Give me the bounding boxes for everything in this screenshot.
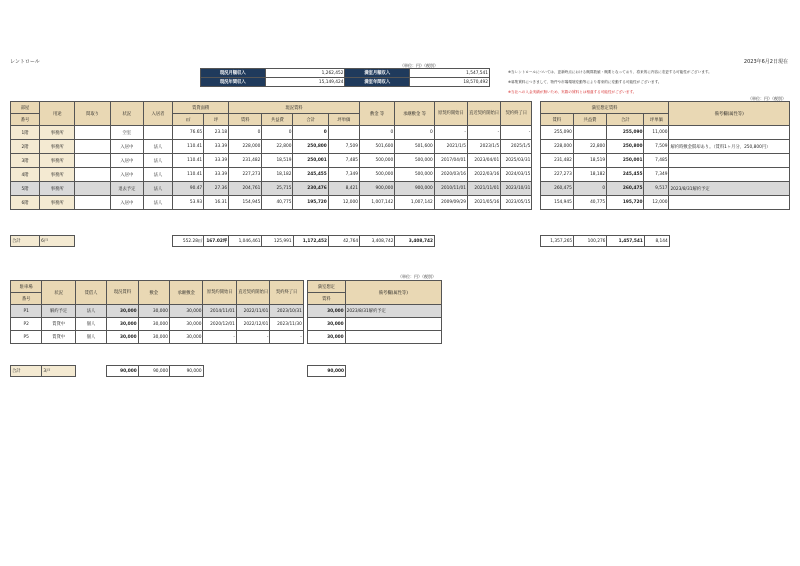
hdr-tsubo-price: 坪単価 (328, 114, 359, 126)
room-sqm: 110.41 (173, 154, 204, 168)
room-total: 0 (293, 126, 328, 140)
p-total-cdep: 90,000 (170, 366, 204, 377)
p-hdr-lot: 駐車場 (11, 281, 42, 293)
table-row (11, 196, 790, 210)
hdr-current-rent: 現況賃料 (229, 102, 360, 114)
parking-cdep: 30,000 (169, 305, 202, 318)
parking-ce: 2023/10/31 (270, 305, 303, 318)
hdr-full-rent-rent: 賃料 (540, 114, 573, 126)
parking-no: P5 (11, 331, 42, 344)
room-ftp: 9,517 (644, 182, 669, 196)
parking-total (10, 365, 442, 377)
room-sqm: 90.47 (173, 182, 204, 196)
table-row (11, 154, 790, 168)
hdr-full-rent-tp: 坪単価 (644, 114, 669, 126)
parking-row (11, 318, 442, 331)
room-note (669, 196, 790, 210)
current-monthly-label: 現況月額収入 (201, 69, 266, 78)
page-title: レントロール (10, 59, 40, 65)
parking-row (11, 331, 442, 344)
room-ftp: 7,509 (644, 140, 669, 154)
hdr-tenant: 入居者 (143, 102, 172, 126)
room-frent: 154,945 (540, 196, 573, 210)
unit-note-2: （単位：円）（税別） (748, 96, 786, 101)
room-dep: 500,000 (359, 168, 394, 182)
parking-no: P1 (11, 305, 42, 318)
p-hdr-cdep: 承継敷金 (169, 281, 202, 305)
total-rent: 1,046,461 (229, 236, 262, 247)
room-rent: 231,482 (229, 154, 262, 168)
room-cs: 2021/1/5 (434, 140, 467, 154)
room-rs: - (467, 126, 500, 140)
room-status: 退去予定 (110, 182, 143, 196)
room-tsubo: 27.36 (204, 182, 229, 196)
p-total-rent: 90,000 (107, 366, 138, 377)
room-ftotal: 255,090 (607, 126, 644, 140)
room-common: 25,715 (262, 182, 293, 196)
room-common: 18,182 (262, 168, 293, 182)
room-rent: 204,761 (229, 182, 262, 196)
full-monthly-label: 満室月額収入 (345, 69, 410, 78)
total-full-common: 100,276 (574, 236, 607, 247)
current-annual-label: 現況年間収入 (201, 78, 266, 87)
room-note (669, 126, 790, 140)
parking-note (345, 318, 441, 331)
room-ftp: 7,349 (644, 168, 669, 182)
room-layout (75, 140, 110, 154)
room-use: 事務所 (40, 168, 75, 182)
current-monthly-value: 1,262,452 (265, 69, 345, 78)
room-note: 解約時敷金償却あり。（賃料1ヶ月分、250,800円） (669, 140, 790, 154)
total-common: 125,991 (262, 236, 293, 247)
room-note (669, 154, 790, 168)
room-ce: 2025/03/31 (501, 154, 532, 168)
room-sqm: 76.65 (173, 126, 204, 140)
p-hdr-cs: 原契約開始日 (203, 281, 236, 305)
p-total-full: 90,000 (308, 366, 346, 377)
room-tenant (143, 126, 172, 140)
parking-tenant: 法人 (75, 305, 106, 318)
parking-ce: 2023/11/30 (270, 318, 303, 331)
room-tp: 7,349 (328, 168, 359, 182)
room-total: 250,800 (293, 140, 328, 154)
room-rs: 2022/03/16 (467, 168, 500, 182)
parking-rs: - (236, 331, 269, 344)
room-ftotal: 260,475 (607, 182, 644, 196)
room-rent: 227,273 (229, 168, 262, 182)
room-fcommon: 40,775 (573, 196, 606, 210)
note-1: ※当レントロールについては、更新時点における概算数値・概要となっており、将来的に内容に変更する可能性がございます。 (508, 70, 712, 74)
summary-table (200, 68, 490, 87)
hdr-common: 共益費 (262, 114, 293, 126)
room-cs: - (434, 126, 467, 140)
room-sqm: 53.93 (173, 196, 204, 210)
hdr-layout: 間取り (75, 102, 110, 126)
room-tenant: 法人 (143, 182, 172, 196)
room-layout (75, 154, 110, 168)
hdr-contract-start: 原契約開始日 (434, 102, 467, 126)
room-rent: 0 (229, 126, 262, 140)
p-hdr-deposit: 敷金 (138, 281, 169, 305)
room-room: 4階 (11, 168, 40, 182)
total-tsubo: 167.02坪 (204, 236, 229, 247)
table-row (11, 182, 790, 196)
room-tsubo: 33.39 (204, 168, 229, 182)
parking-note: 2023/8/31解約予定 (345, 305, 441, 318)
room-room: 6階 (11, 196, 40, 210)
parking-rent: 30,000 (107, 305, 138, 318)
room-tp: 7,509 (328, 140, 359, 154)
parking-rent: 30,000 (107, 318, 138, 331)
parking-cs: 2020/12/01 (203, 318, 236, 331)
total-full-rent: 1,357,265 (540, 236, 573, 247)
room-tp: 12,000 (328, 196, 359, 210)
room-dep: 500,000 (359, 154, 394, 168)
room-dep: 1,007,142 (359, 196, 394, 210)
room-fcommon: 18,182 (573, 168, 606, 182)
hdr-sqm: ㎡ (173, 114, 204, 126)
room-ce: 2023/05/15 (501, 196, 532, 210)
room-ftp: 12,000 (644, 196, 669, 210)
p-hdr-status: 状況 (42, 281, 75, 305)
room-use: 事務所 (40, 126, 75, 140)
hdr-deposit: 敷金 等 (359, 102, 394, 126)
parking-table (10, 280, 442, 344)
room-use: 事務所 (40, 140, 75, 154)
room-dep: 900,000 (359, 182, 394, 196)
room-room: 5階 (11, 182, 40, 196)
parking-rent: 30,000 (107, 331, 138, 344)
full-annual-value: 18,570,492 (410, 78, 490, 87)
rent-roll-table (10, 101, 790, 210)
room-fcommon: 18,519 (573, 154, 606, 168)
room-tenant: 法人 (143, 140, 172, 154)
room-ftotal: 245,455 (607, 168, 644, 182)
room-status: 入居中 (110, 154, 143, 168)
hdr-recent-start: 直近契約開始日 (467, 102, 500, 126)
parking-rs: 2022/12/01 (236, 318, 269, 331)
room-layout (75, 126, 110, 140)
room-tp (328, 126, 359, 140)
hdr-floor: 部屋 (11, 102, 40, 114)
total-full-total: 1,457,541 (607, 236, 644, 247)
p-total-count: 3戸 (42, 366, 76, 377)
total-full-tp: 8,144 (644, 236, 669, 247)
room-tenant: 法人 (143, 196, 172, 210)
p-hdr-full: 満室想定 (308, 281, 346, 293)
hdr-full-rent: 満室想定賃料 (540, 102, 669, 114)
total-tp: 42,764 (328, 236, 359, 247)
parking-row (11, 305, 442, 318)
total-deposit: 3,408,742 (360, 236, 395, 247)
room-rs: 2021/11/01 (467, 182, 500, 196)
room-note: 2023/8/31解約予定 (669, 182, 790, 196)
room-tp: 7,485 (328, 154, 359, 168)
note-2: ※募集賃料につきまして、物件や市場環境変動等により将来的に変動する可能性がございます。 (508, 80, 662, 84)
room-ftotal: 195,720 (607, 196, 644, 210)
room-rent: 154,945 (229, 196, 262, 210)
room-total: 195,720 (293, 196, 328, 210)
parking-full: 30,000 (308, 318, 346, 331)
full-annual-label: 満室年間収入 (345, 78, 410, 87)
room-cs: 2010/11/01 (434, 182, 467, 196)
hdr-total: 合計 (293, 114, 328, 126)
room-tenant: 法人 (143, 168, 172, 182)
parking-cdep: 30,000 (169, 331, 202, 344)
room-dep: 501,600 (359, 140, 394, 154)
hdr-spacer (532, 102, 540, 126)
room-cdep: 0 (395, 126, 434, 140)
total-total: 1,172,452 (293, 236, 328, 247)
room-frent: 255,090 (540, 126, 573, 140)
room-rent: 228,000 (229, 140, 262, 154)
room-tsubo: 16.31 (204, 196, 229, 210)
parking-unit-note: （単位：円）（税別） (398, 274, 436, 279)
room-frent: 227,273 (540, 168, 573, 182)
full-monthly-value: 1,547,541 (410, 69, 490, 78)
parking-status: 解約予定 (42, 305, 75, 318)
room-cs: 2009/09/29 (434, 196, 467, 210)
parking-status: 賃貸中 (42, 331, 75, 344)
room-ce: - (501, 126, 532, 140)
room-tsubo: 33.39 (204, 140, 229, 154)
room-ftotal: 250,001 (607, 154, 644, 168)
room-dep: 0 (359, 126, 394, 140)
room-common: 18,519 (262, 154, 293, 168)
table-row (11, 140, 790, 154)
room-layout (75, 168, 110, 182)
room-total: 250,001 (293, 154, 328, 168)
room-room: 2階 (11, 140, 40, 154)
total-label: 合計 (11, 236, 40, 247)
p-hdr-remarks: 備考欄(属性等) (345, 281, 441, 305)
room-cdep: 900,000 (395, 182, 434, 196)
room-ce: 2025/1/5 (501, 140, 532, 154)
rent-roll-total (10, 235, 790, 247)
table-row (11, 168, 790, 182)
hdr-tsubo: 坪 (204, 114, 229, 126)
room-status: 入居中 (110, 140, 143, 154)
room-ftp: 11,000 (644, 126, 669, 140)
hdr-current-deposit: 承継敷金 等 (395, 102, 434, 126)
room-common: 40,775 (262, 196, 293, 210)
room-tp: 8,421 (328, 182, 359, 196)
p-hdr-rs: 直近契約開始日 (236, 281, 269, 305)
room-tsubo: 33.39 (204, 154, 229, 168)
room-ce: 2023/10/31 (501, 182, 532, 196)
parking-dep: 30,000 (138, 331, 169, 344)
p-hdr-current: 現況賃料 (107, 281, 138, 305)
room-ftotal: 250,800 (607, 140, 644, 154)
parking-cdep: 30,000 (169, 318, 202, 331)
room-room: 3階 (11, 154, 40, 168)
room-note (669, 168, 790, 182)
room-total: 230,476 (293, 182, 328, 196)
room-frent: 228,000 (540, 140, 573, 154)
hdr-contract-end: 契約終了日 (501, 102, 532, 126)
hdr-full-rent-common: 共益費 (573, 114, 606, 126)
room-sqm: 110.41 (173, 140, 204, 154)
hdr-number: 番号 (11, 114, 40, 126)
note-3: ※当社への入金実績が無いため、実際の賃料とは相違する可能性がございます。 (508, 90, 637, 94)
room-status: 空室 (110, 126, 143, 140)
parking-rs: 2022/11/01 (236, 305, 269, 318)
p-hdr-number: 番号 (11, 293, 42, 305)
hdr-full-rent-total: 合計 (607, 114, 644, 126)
parking-note (345, 331, 441, 344)
p-hdr-tenant: 賃借人 (75, 281, 106, 305)
room-frent: 260,475 (540, 182, 573, 196)
p-hdr-full-rent: 賃料 (308, 293, 346, 305)
room-common: 0 (262, 126, 293, 140)
room-rs: 2023/04/01 (467, 154, 500, 168)
parking-cs: - (203, 331, 236, 344)
room-room: 1階 (11, 126, 40, 140)
report-date: 2023年6月2日現在 (743, 59, 788, 65)
room-fcommon (573, 126, 606, 140)
total-count: 6戸 (40, 236, 75, 247)
room-frent: 231,482 (540, 154, 573, 168)
room-cdep: 501,600 (395, 140, 434, 154)
p-total-label: 合計 (11, 366, 42, 377)
parking-ce: - (270, 331, 303, 344)
total-sqm: 552.28㎡ (173, 236, 204, 247)
parking-status: 賃貸中 (42, 318, 75, 331)
room-total: 245,455 (293, 168, 328, 182)
hdr-use: 用途 (40, 102, 75, 126)
room-cs: 2017/04/01 (434, 154, 467, 168)
room-sqm: 110.41 (173, 168, 204, 182)
current-annual-value: 15,149,424 (265, 78, 345, 87)
room-use: 事務所 (40, 182, 75, 196)
room-ce: 2024/03/15 (501, 168, 532, 182)
room-fcommon: 0 (573, 182, 606, 196)
table-row (11, 126, 790, 140)
parking-full: 30,000 (308, 331, 346, 344)
hdr-rent: 賃料 (229, 114, 262, 126)
room-cdep: 1,007,142 (395, 196, 434, 210)
room-cdep: 500,000 (395, 154, 434, 168)
room-fcommon: 22,800 (573, 140, 606, 154)
room-cs: 2020/03/16 (434, 168, 467, 182)
hdr-status: 状況 (110, 102, 143, 126)
room-rs: 2023/1/5 (467, 140, 500, 154)
parking-tenant: 個人 (75, 318, 106, 331)
room-tenant: 法人 (143, 154, 172, 168)
room-rs: 2021/05/16 (467, 196, 500, 210)
room-cdep: 500,000 (395, 168, 434, 182)
room-ftp: 7,485 (644, 154, 669, 168)
total-current-deposit: 3,408,742 (395, 236, 434, 247)
room-layout (75, 196, 110, 210)
parking-dep: 30,000 (138, 305, 169, 318)
room-layout (75, 182, 110, 196)
unit-note: （単位：円）（税別） (400, 63, 438, 68)
parking-cs: 2014/11/01 (203, 305, 236, 318)
parking-full: 30,000 (308, 305, 346, 318)
room-status: 入居中 (110, 168, 143, 182)
parking-dep: 30,000 (138, 318, 169, 331)
room-status: 入居中 (110, 196, 143, 210)
hdr-area: 賃貸面積 (173, 102, 229, 114)
p-hdr-ce: 契約終了日 (270, 281, 303, 305)
room-tsubo: 23.18 (204, 126, 229, 140)
room-use: 事務所 (40, 196, 75, 210)
parking-tenant: 個人 (75, 331, 106, 344)
parking-no: P2 (11, 318, 42, 331)
p-total-deposit: 90,000 (138, 366, 169, 377)
room-common: 22,800 (262, 140, 293, 154)
hdr-remarks: 備考欄(属性等) (669, 102, 790, 126)
room-use: 事務所 (40, 154, 75, 168)
